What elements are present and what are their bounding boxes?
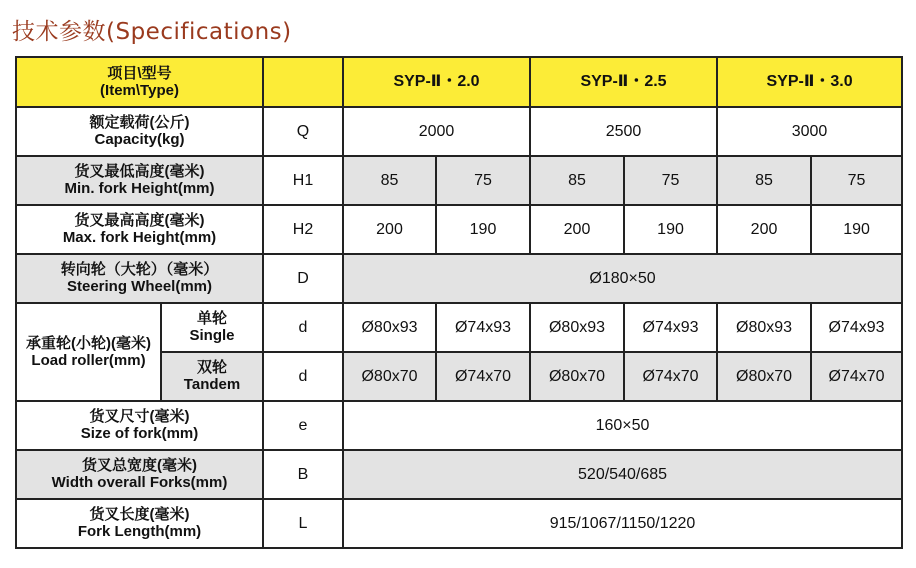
min-height-value: 85 [530, 156, 624, 205]
tandem-value: Ø74x70 [436, 352, 530, 401]
table-row-steering-wheel [16, 254, 902, 303]
min-height-value: 75 [436, 156, 530, 205]
width-overall-label-en: Width overall Forks(mm) [51, 474, 228, 491]
header-model-2: SYP-Ⅱ・2.5 [530, 57, 717, 107]
tandem-symbol: d [263, 352, 343, 401]
tandem-value: Ø74x70 [811, 352, 902, 401]
fork-length-label-en: Fork Length(mm) [77, 523, 202, 540]
steering-label-en: Steering Wheel(mm) [66, 278, 213, 295]
width-overall-value: 520/540/685 [343, 450, 902, 499]
table-row-fork-length [16, 499, 902, 548]
single-symbol: d [263, 303, 343, 352]
min-height-value: 75 [624, 156, 717, 205]
fork-size-symbol: e [263, 401, 343, 450]
table-row-capacity [16, 107, 902, 156]
capacity-label-zh: 额定载荷(公斤) [89, 114, 190, 131]
single-value: Ø74x93 [811, 303, 902, 352]
single-value: Ø80x93 [530, 303, 624, 352]
max-height-value: 190 [624, 205, 717, 254]
table-row-fork-size [16, 401, 902, 450]
row-label-tandem [161, 352, 263, 401]
steering-label-zh: 转向轮（大轮）（毫米） [60, 261, 219, 278]
max-height-symbol: H2 [263, 205, 343, 254]
fork-length-symbol: L [263, 499, 343, 548]
tandem-value: Ø74x70 [624, 352, 717, 401]
tandem-value: Ø80x70 [717, 352, 811, 401]
specifications-table [15, 56, 903, 549]
single-value: Ø80x93 [717, 303, 811, 352]
min-height-value: 85 [717, 156, 811, 205]
min-height-label-en: Min. fork Height(mm) [64, 180, 215, 197]
row-label-width-overall [16, 450, 263, 499]
max-height-value: 190 [436, 205, 530, 254]
row-label-steering-wheel [16, 254, 263, 303]
header-label-zh: 项目\型号 [107, 64, 172, 82]
capacity-symbol: Q [263, 107, 343, 156]
tandem-label-zh: 双轮 [196, 359, 227, 376]
min-height-symbol: H1 [263, 156, 343, 205]
max-height-label-zh: 货叉最高高度(毫米) [74, 212, 205, 229]
single-label-zh: 单轮 [196, 310, 227, 327]
single-value: Ø74x93 [624, 303, 717, 352]
max-height-value: 200 [717, 205, 811, 254]
table-row-width-overall [16, 450, 902, 499]
single-value: Ø80x93 [343, 303, 436, 352]
table-row-min-height [16, 156, 902, 205]
row-label-load-roller [16, 303, 161, 401]
capacity-value: 2000 [343, 107, 530, 156]
fork-length-label-zh: 货叉长度(毫米) [89, 506, 190, 523]
min-height-value: 85 [343, 156, 436, 205]
row-label-capacity [16, 107, 263, 156]
fork-length-value: 915/1067/1150/1220 [343, 499, 902, 548]
width-overall-label-zh: 货叉总宽度(毫米) [82, 457, 197, 474]
header-label-en: (Item\Type) [100, 81, 179, 99]
max-height-value: 190 [811, 205, 902, 254]
tandem-label-en: Tandem [183, 376, 241, 393]
row-label-fork-size [16, 401, 263, 450]
header-item-type-cell [16, 57, 263, 107]
row-label-min-height [16, 156, 263, 205]
row-label-single [161, 303, 263, 352]
table-row-max-height [16, 205, 902, 254]
single-label-en: Single [189, 327, 235, 344]
min-height-value: 75 [811, 156, 902, 205]
row-label-max-height [16, 205, 263, 254]
page-title: 技术参数(Specifications) [12, 19, 292, 45]
fork-size-value: 160×50 [343, 401, 902, 450]
load-roller-label-en: Load roller(mm) [31, 351, 146, 369]
max-height-value: 200 [530, 205, 624, 254]
header-model-1: SYP-Ⅱ・2.0 [343, 57, 530, 107]
capacity-label-en: Capacity(kg) [94, 131, 185, 148]
max-height-label-en: Max. fork Height(mm) [62, 229, 217, 246]
max-height-value: 200 [343, 205, 436, 254]
fork-size-label-en: Size of fork(mm) [80, 425, 199, 442]
single-value: Ø74x93 [436, 303, 530, 352]
header-symbol-cell [263, 57, 343, 107]
table-row-load-roller-single [16, 303, 902, 352]
tandem-value: Ø80x70 [530, 352, 624, 401]
header-model-3: SYP-Ⅱ・3.0 [717, 57, 902, 107]
min-height-label-zh: 货叉最低高度(毫米) [74, 163, 205, 180]
load-roller-label-zh: 承重轮(小轮)(毫米) [26, 334, 151, 352]
table-header-row [16, 57, 902, 107]
width-overall-symbol: B [263, 450, 343, 499]
capacity-value: 3000 [717, 107, 902, 156]
capacity-value: 2500 [530, 107, 717, 156]
steering-value: Ø180×50 [343, 254, 902, 303]
fork-size-label-zh: 货叉尺寸(毫米) [89, 408, 190, 425]
tandem-value: Ø80x70 [343, 352, 436, 401]
steering-symbol: D [263, 254, 343, 303]
row-label-fork-length [16, 499, 263, 548]
